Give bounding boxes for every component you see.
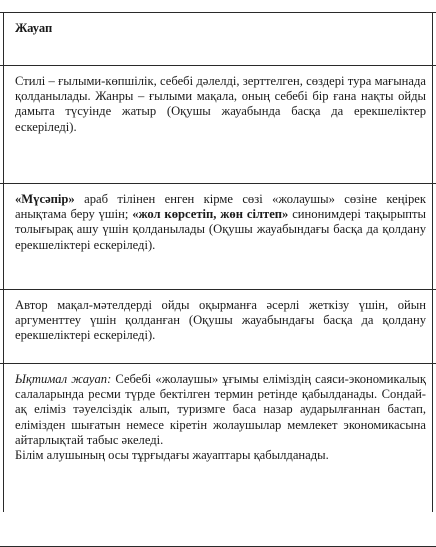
bold-synonym: «жол көрсетіп, жөн сілтеп»: [132, 207, 289, 222]
table-row: [0, 364, 436, 547]
table-row: [0, 290, 436, 364]
answer-cell-3: Автор мақал-мәтелдерді ойды оқырманға әсерлі жеткізу үшін, ойын аргументтеу үшін қолданған (Оқушы жауабындағы басқа да қолдану ерекшеліктері ескеріледі).: [0, 290, 436, 364]
answer-text: синонимдері тақырыпты толығырақ ашу үшін қолданылады (Оқушы жауабындағы басқа да қолдану ерекшеліктері ескеріледі).: [15, 207, 426, 252]
answer-cell-4: [0, 364, 436, 547]
answer-cell-1: Стилі – ғылыми-көпшілік, себебі дәлелді, зерттелген, сөздері тура мағынада қолданылады. Жанры – ғылыми мақала, оның себебі бір ғана нақты ойды дамыта түсуінде жатыр (Оқушы жауабында басқа да ерекшеліктер ескеріледі).: [0, 66, 436, 184]
table-header: Жауап: [0, 13, 436, 66]
italic-lead: Ықтимал жауап:: [15, 372, 112, 386]
answer-text: Себебі «жолаушы» ұғымы еліміздің саяси-экономикалық салаларында ресми түрде бектілген термин ретінде қабылданады. Сондай-ақ еліміз тәуелсіздік алып, туризмге баса назар аударылғаннан бастап, елімізден шығатын немесе кіретін жолаушылар мемлекет экономикасына айтарлықтай табыс әкеледі.: [15, 372, 427, 447]
answer-table: [0, 12, 436, 547]
answer-text: араб тілінен енген кірме сөзі «жолаушы» сөзіне кеңірек анықтама беру үшін;: [15, 192, 426, 222]
closing-text: Білім алушының осы тұрғыдағы жауаптары қабылданады.: [15, 448, 329, 463]
bold-term: «Мүсәпір»: [15, 192, 75, 206]
table-header-row: [0, 13, 436, 66]
table-row: [0, 66, 436, 184]
answer-cell-2: [0, 184, 436, 290]
table-row: [0, 184, 436, 290]
